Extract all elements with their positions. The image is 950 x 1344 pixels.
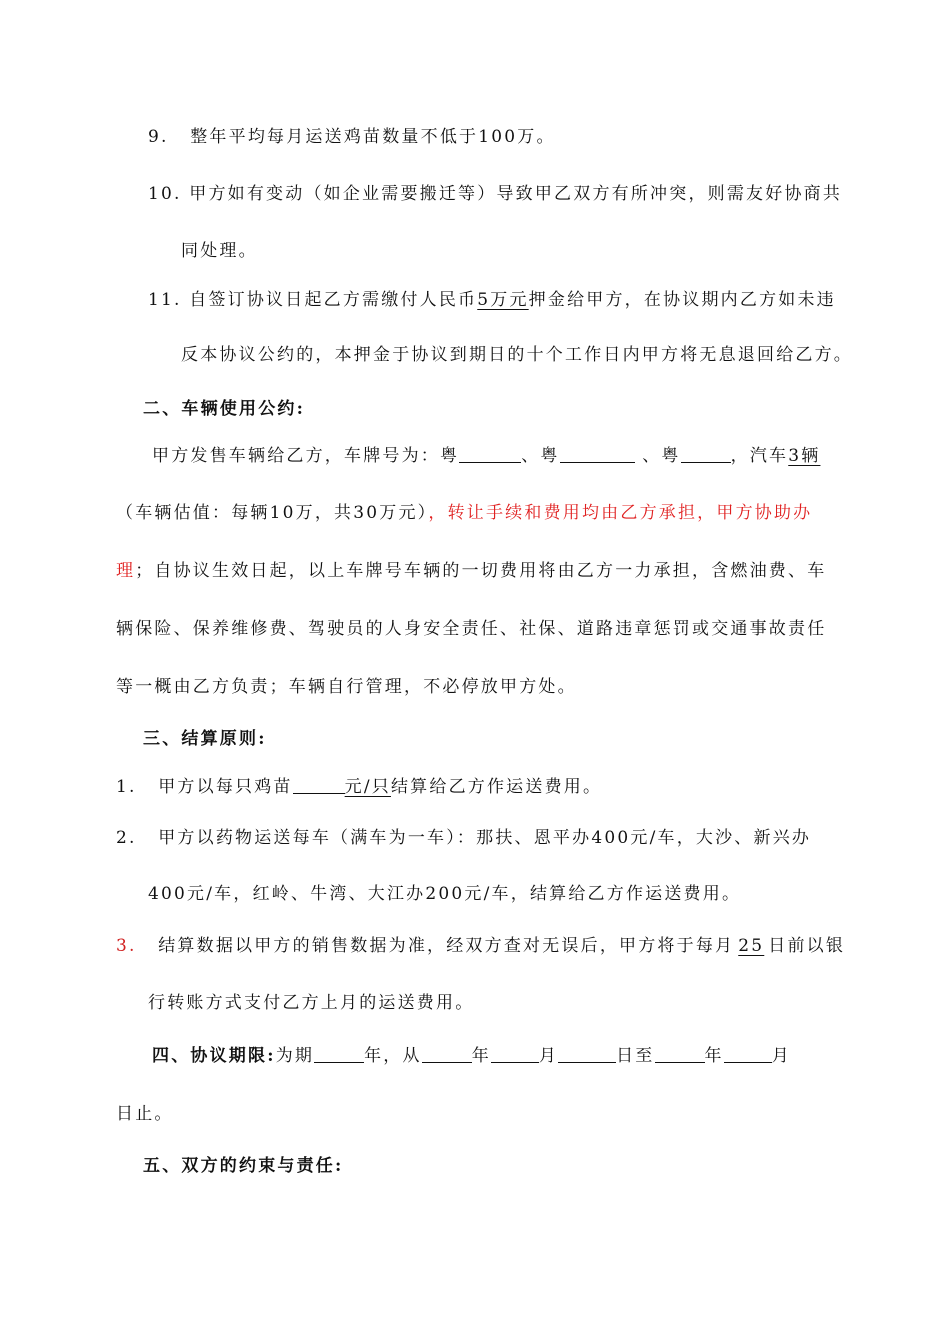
term-text: 月 xyxy=(771,1046,791,1066)
section-4-heading: 四、协议期限: xyxy=(152,1046,276,1066)
item-10 xyxy=(148,183,842,205)
term-text: 日至 xyxy=(616,1046,655,1066)
item-text: 甲方如有变动（如企业需要搬迁等）导致甲乙双方有所冲突，则需友好协商共 xyxy=(189,184,843,204)
term-text: 月 xyxy=(538,1046,559,1066)
plate-3: 粤 xyxy=(661,446,681,466)
item-number: 11. xyxy=(148,290,182,310)
price-unit: 元/只 xyxy=(344,777,391,797)
item-text: 甲方以药物运送每车（满车为一车）：那扶、恩平办400元/车，大沙、新兴办 xyxy=(158,828,812,848)
item-text: 日前以银 xyxy=(768,936,846,956)
section-2-line-4: 辆保险、保养维修费、驾驶员的人身安全责任、社保、道路违章惩罚或交通事故责任 xyxy=(116,619,827,639)
item-11-continued: 反本协议公约的，本押金于协议到期日的十个工作日内甲方将无息退回给乙方。 xyxy=(181,345,853,365)
section-3-item-2 xyxy=(116,827,811,849)
item-10-continued: 同处理。 xyxy=(181,241,258,261)
plate-2-blank xyxy=(560,446,635,463)
paragraph-text: ；自协议生效日起，以上车牌号车辆的一切费用将由乙方一力承担，含燃油费、车 xyxy=(135,561,827,581)
section-4-line-1 xyxy=(152,1045,791,1067)
section-5-heading: 五、双方的约束与责任: xyxy=(143,1156,344,1176)
section-2-line-3 xyxy=(116,560,826,582)
item-number: 1. xyxy=(116,777,137,797)
item-text: 甲方以每只鸡苗 xyxy=(158,777,293,797)
term-text: 年，从 xyxy=(364,1046,422,1066)
term-years-blank xyxy=(314,1046,364,1063)
section-3-item-3-continued: 行转账方式支付乙方上月的运送费用。 xyxy=(148,993,475,1013)
section-4-line-2: 日止。 xyxy=(116,1104,174,1124)
term-text: 年 xyxy=(471,1046,491,1066)
section-2-heading: 二、车辆使用公约: xyxy=(143,399,306,419)
section-3-item-2-continued: 400元/车，红岭、牛湾、大江办200元/车，结算给乙方作运送费用。 xyxy=(148,884,742,904)
separator: 、 xyxy=(521,446,541,466)
item-9 xyxy=(148,126,556,148)
item-text: 结算给乙方作运送费用。 xyxy=(390,777,603,797)
price-blank xyxy=(293,777,345,794)
item-number: 10. xyxy=(148,184,182,204)
start-year-blank xyxy=(422,1046,472,1063)
paragraph-text: 甲方发售车辆给乙方，车牌号为： xyxy=(152,446,440,466)
separator: 、 xyxy=(634,446,662,466)
paragraph-text: ，汽车 xyxy=(730,446,789,466)
item-number: 3. xyxy=(116,936,137,956)
term-text: 为期 xyxy=(275,1046,315,1066)
item-text: 整年平均每月运送鸡苗数量不低于100万。 xyxy=(190,127,556,147)
item-number: 9. xyxy=(148,127,169,147)
section-2-line-5: 等一概由乙方负责；车辆自行管理，不必停放甲方处。 xyxy=(116,677,577,697)
section-2-line-2 xyxy=(116,502,812,524)
section-2-line-1 xyxy=(152,445,820,467)
start-month-blank xyxy=(491,1046,539,1063)
end-year-blank xyxy=(655,1046,705,1063)
plate-1-blank xyxy=(459,446,521,463)
plate-2: 粤 xyxy=(540,446,560,466)
start-day-blank xyxy=(558,1046,616,1063)
section-3-item-3 xyxy=(116,935,845,957)
item-text: 自签订协议日起乙方需缴付人民币 xyxy=(189,290,478,310)
payment-day: 25 xyxy=(738,936,765,956)
end-month-blank xyxy=(724,1046,772,1063)
transfer-note: ，转让手续和费用均由乙方承担，甲方协助办 xyxy=(428,503,813,523)
section-3-heading: 三、结算原则: xyxy=(143,729,267,749)
item-text: 结算数据以甲方的销售数据为准，经双方查对无误后，甲方将于每月 xyxy=(158,936,735,956)
transfer-note-end: 理 xyxy=(116,561,136,581)
plate-1: 粤 xyxy=(440,446,460,466)
section-3-item-1 xyxy=(116,776,602,798)
vehicle-valuation: （车辆估值：每辆10万，共30万元） xyxy=(116,503,429,523)
plate-3-blank xyxy=(681,446,731,463)
deposit-amount: 5万元 xyxy=(477,290,529,310)
item-text: 押金给甲方，在协议期内乙方如未违 xyxy=(528,290,836,310)
item-number: 2. xyxy=(116,828,137,848)
term-text: 年 xyxy=(704,1046,724,1066)
item-11 xyxy=(148,289,836,311)
vehicle-count: 3辆 xyxy=(788,446,821,466)
